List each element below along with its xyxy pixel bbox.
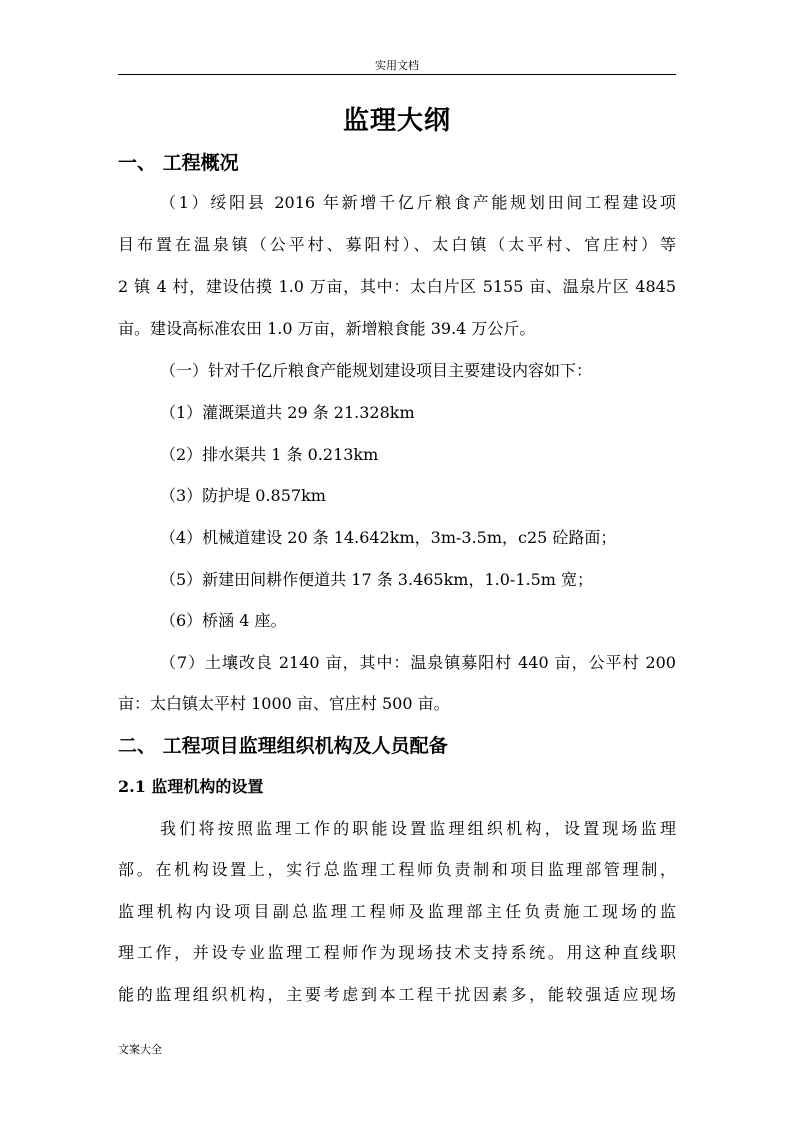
list-item-continuation: 亩：太白镇太平村 1000 亩、官庄村 500 亩。: [118, 694, 450, 713]
subsection-2-1-heading: 2.1 监理机构的设置: [118, 777, 264, 796]
page-footer: 文案大全: [118, 1043, 162, 1056]
paragraph-line: 2 镇 4 村，建设估摸 1.0 万亩，其中：太白片区 5155 亩、温泉片区 4845: [118, 277, 676, 296]
list-item: （4）机械道建设 20 条 14.642km，3m-3.5m，c25 砼路面；: [160, 528, 617, 547]
list-item: （1）灌溉渠道共 29 条 21.328km: [160, 403, 415, 422]
paragraph-line: 监理机构内设项目副总监理工程师及监理部主任负责施工现场的监: [118, 902, 676, 921]
paragraph-line: 理工作，并设专业监理工程师作为现场技术支持系统。用这种直线职: [118, 943, 676, 962]
page-header: 实用文档: [375, 59, 419, 72]
section-2-heading: 二、 工程项目监理组织机构及人员配备: [118, 735, 448, 757]
header-divider: [118, 74, 676, 75]
list-item: （2）排水渠共 1 条 0.213km: [160, 445, 379, 464]
paragraph-line: 能的监理组织机构，主要考虑到本工程干扰因素多，能较强适应现场: [118, 985, 676, 1004]
list-item: （6）桥涵 4 座。: [160, 611, 287, 630]
list-item: （7）土壤改良 2140 亩，其中：温泉镇募阳村 440 亩，公平村 200: [160, 653, 676, 672]
paragraph-line: 亩。建设高标准农田 1.0 万亩，新增粮食能 39.4 万公斤。: [118, 319, 536, 338]
list-item: （5）新建田间耕作便道共 17 条 3.465km，1.0-1.5m 宽；: [160, 570, 594, 589]
list-item: （3）防护堤 0.857km: [160, 486, 326, 505]
paragraph-line: 部。在机构设置上，实行总监理工程师负责制和项目监理部管理制，: [118, 860, 676, 879]
section-1-heading: 一、 工程概况: [118, 152, 239, 174]
paragraph-line: 我们将按照监理工作的职能设置监理组织机构，设置现场监理: [160, 819, 676, 838]
paragraph-line: （1）绥阳县 2016 年新增千亿斤粮食产能规划田间工程建设项: [160, 193, 676, 212]
paragraph-line: 目布置在温泉镇（公平村、募阳村）、太白镇（太平村、官庄村）等: [118, 235, 676, 254]
content-intro: （一）针对千亿斤粮食产能规划建设项目主要建设内容如下：: [160, 361, 593, 380]
document-title: 监理大纲: [342, 106, 451, 136]
